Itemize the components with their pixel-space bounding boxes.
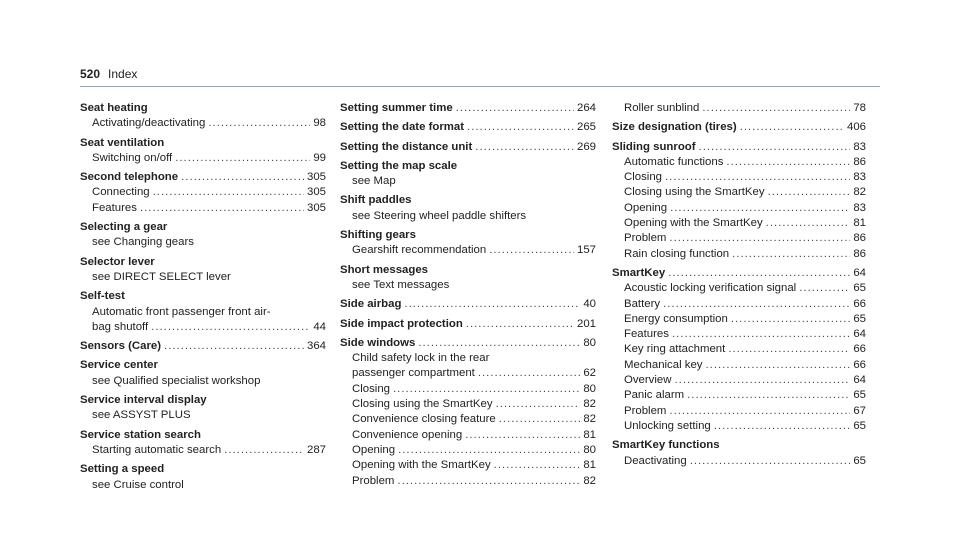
index-subentry bbox=[612, 155, 866, 170]
index-entry bbox=[80, 339, 326, 354]
subentry-text: Roller sunblind bbox=[624, 102, 700, 114]
index-entry-title-row bbox=[340, 193, 596, 208]
page-ref: 406 bbox=[846, 121, 866, 134]
page-ref: 157 bbox=[576, 244, 596, 257]
page-ref: 83 bbox=[853, 201, 866, 214]
page-ref: 83 bbox=[853, 171, 866, 184]
dot-leader bbox=[687, 388, 850, 403]
index-entry bbox=[80, 358, 326, 389]
page-ref: 65 bbox=[853, 282, 866, 295]
index-subentry bbox=[80, 320, 326, 335]
subentry-text: Problem bbox=[624, 232, 667, 245]
page-ref: 65 bbox=[853, 454, 866, 467]
dot-leader bbox=[665, 170, 850, 185]
dot-leader bbox=[690, 454, 851, 469]
dot-leader bbox=[669, 404, 850, 419]
index-entry bbox=[340, 101, 596, 116]
index-entry-title-row bbox=[340, 297, 596, 312]
index-subentry bbox=[612, 454, 866, 469]
page-ref: 80 bbox=[583, 336, 596, 349]
subentry-text: Features bbox=[624, 328, 669, 341]
page-ref: 44 bbox=[313, 320, 326, 333]
dot-leader bbox=[663, 297, 850, 312]
index-entry-title-row bbox=[340, 120, 596, 135]
index-column-3 bbox=[612, 101, 866, 473]
dot-leader bbox=[766, 216, 851, 231]
page-ref: 64 bbox=[853, 374, 866, 387]
index-entry-title-row bbox=[80, 358, 326, 373]
dot-leader bbox=[175, 151, 310, 166]
index-subentry bbox=[612, 312, 866, 327]
dot-leader bbox=[732, 247, 850, 262]
entry-title: Setting the date format bbox=[340, 121, 465, 134]
index-entry-title-row bbox=[340, 336, 596, 351]
page-ref: 64 bbox=[853, 266, 866, 279]
index-entry bbox=[612, 101, 866, 116]
entry-title: Sliding sunroof bbox=[612, 140, 696, 153]
subentry-text: Automatic front passenger front air- bbox=[92, 305, 271, 318]
entry-title: Service station search bbox=[80, 428, 201, 441]
page-ref: 66 bbox=[853, 358, 866, 371]
subentry-text: Mechanical key bbox=[624, 358, 703, 371]
index-subentry bbox=[612, 185, 866, 200]
index-subentry bbox=[612, 231, 866, 246]
index-subentry bbox=[340, 382, 596, 397]
index-subentry bbox=[612, 101, 866, 116]
subentry-text: Closing using the SmartKey bbox=[352, 398, 493, 411]
subentry-text: Closing using the SmartKey bbox=[624, 186, 765, 199]
entry-title: Seat ventilation bbox=[80, 136, 165, 149]
dot-leader bbox=[140, 201, 304, 216]
index-entry-title-row bbox=[80, 170, 326, 185]
index-entry bbox=[612, 438, 866, 469]
dot-leader bbox=[726, 155, 850, 170]
index-subentry bbox=[340, 443, 596, 458]
page-ref: 82 bbox=[583, 398, 596, 411]
index-subentry bbox=[80, 201, 326, 216]
subentry-text: Key ring attachment bbox=[624, 343, 726, 356]
page-ref: 287 bbox=[306, 443, 326, 456]
entry-title: Setting the map scale bbox=[340, 159, 458, 172]
dot-leader bbox=[467, 120, 574, 135]
index-entry-title-row bbox=[612, 438, 866, 453]
index-subentry bbox=[340, 174, 596, 189]
index-subentry bbox=[612, 201, 866, 216]
page-ref: 67 bbox=[853, 404, 866, 417]
index-subentry bbox=[612, 170, 866, 185]
index-subentry bbox=[612, 281, 866, 296]
index-subentry bbox=[612, 419, 866, 434]
subentry-text: see Changing gears bbox=[92, 236, 194, 249]
page-ref: 99 bbox=[313, 151, 326, 164]
index-entry-title-row bbox=[80, 136, 326, 151]
subentry-text: Switching on/off bbox=[92, 151, 173, 164]
index-entry bbox=[340, 140, 596, 155]
page-ref: 62 bbox=[583, 367, 596, 380]
subentry-text: see Map bbox=[352, 175, 396, 188]
subentry-text: bag shutoff bbox=[92, 320, 149, 333]
entry-title: Self-test bbox=[80, 290, 125, 303]
index-subentry bbox=[612, 297, 866, 312]
page-ref: 201 bbox=[576, 317, 596, 330]
index-subentry bbox=[612, 404, 866, 419]
page-ref: 265 bbox=[576, 121, 596, 134]
index-entry-title-row bbox=[340, 140, 596, 155]
dot-leader bbox=[499, 412, 581, 427]
page-ref: 264 bbox=[576, 102, 596, 114]
subentry-text: see Cruise control bbox=[92, 478, 184, 491]
page-ref: 65 bbox=[853, 389, 866, 402]
dot-leader bbox=[702, 101, 850, 116]
subentry-text: Automatic functions bbox=[624, 155, 724, 168]
index-entry bbox=[340, 297, 596, 312]
index-entry-title-row bbox=[340, 101, 596, 116]
dot-leader bbox=[164, 339, 304, 354]
section-title: Index bbox=[108, 67, 138, 81]
subentry-text: Convenience closing feature bbox=[352, 413, 496, 426]
index-subentry bbox=[340, 412, 596, 427]
dot-leader bbox=[208, 116, 310, 131]
index-subentry bbox=[340, 458, 596, 473]
dot-leader bbox=[699, 140, 851, 155]
subentry-text: Closing bbox=[624, 171, 662, 184]
subentry-text: Gearshift recommendation bbox=[352, 244, 487, 257]
subentry-text: see Text messages bbox=[352, 278, 450, 291]
index-entry-title-row bbox=[80, 220, 326, 235]
index-subentry bbox=[80, 235, 326, 250]
dot-leader bbox=[714, 419, 851, 434]
index-subentry bbox=[340, 366, 596, 381]
subentry-text: Problem bbox=[624, 404, 667, 417]
index-entry bbox=[80, 101, 326, 132]
index-entry bbox=[340, 336, 596, 489]
entry-title: Selecting a gear bbox=[80, 221, 168, 234]
subentry-text: Closing bbox=[352, 382, 390, 395]
dot-leader bbox=[418, 336, 580, 351]
page-header bbox=[80, 66, 137, 82]
subentry-text: Problem bbox=[352, 474, 395, 487]
index-subentry bbox=[80, 443, 326, 458]
page-number: 520 bbox=[80, 67, 101, 81]
index-subentry bbox=[340, 243, 596, 258]
dot-leader bbox=[404, 297, 580, 312]
dot-leader bbox=[672, 327, 850, 342]
index-entry bbox=[340, 120, 596, 135]
index-entry-title-row bbox=[80, 255, 326, 270]
subentry-text: Opening with the SmartKey bbox=[624, 217, 763, 230]
dot-leader bbox=[768, 185, 851, 200]
index-subentry bbox=[80, 478, 326, 493]
index-subentry bbox=[612, 388, 866, 403]
page-ref: 305 bbox=[306, 171, 326, 184]
subentry-text: see DIRECT SELECT lever bbox=[92, 270, 231, 283]
index-subentry bbox=[80, 151, 326, 166]
dot-leader bbox=[478, 366, 581, 381]
subentry-text: Unlocking setting bbox=[624, 419, 711, 432]
entry-title: Service interval display bbox=[80, 394, 207, 407]
entry-title: SmartKey functions bbox=[612, 439, 720, 452]
page-ref: 86 bbox=[853, 232, 866, 245]
index-entry-title-row bbox=[80, 393, 326, 408]
index-entry bbox=[80, 393, 326, 424]
page-ref: 82 bbox=[583, 413, 596, 426]
index-subentry bbox=[80, 270, 326, 285]
page-ref: 78 bbox=[853, 102, 866, 114]
page-ref: 269 bbox=[576, 140, 596, 153]
index-entry-title-row bbox=[80, 428, 326, 443]
index-subentry bbox=[340, 474, 596, 489]
index-entry bbox=[612, 266, 866, 434]
index-entry-title-row bbox=[80, 289, 326, 304]
subentry-text: see ASSYST PLUS bbox=[92, 409, 191, 422]
index-subentry bbox=[80, 408, 326, 423]
entry-title: Size designation (tires) bbox=[612, 121, 737, 134]
page-ref: 65 bbox=[853, 312, 866, 325]
index-entry-title-row bbox=[340, 159, 596, 174]
subentry-text: Starting automatic search bbox=[92, 443, 222, 456]
index-subentry bbox=[340, 278, 596, 293]
index-entry bbox=[340, 193, 596, 224]
subentry-text: see Steering wheel paddle shifters bbox=[352, 209, 527, 222]
index-entry bbox=[80, 255, 326, 286]
dot-leader bbox=[670, 201, 850, 216]
index-subentry bbox=[340, 209, 596, 224]
subentry-text: Panic alarm bbox=[624, 389, 685, 402]
entry-title: Setting a speed bbox=[80, 463, 165, 476]
page-ref: 80 bbox=[583, 382, 596, 395]
index-entry bbox=[340, 317, 596, 332]
index-subentry bbox=[612, 327, 866, 342]
entry-title: Setting the distance unit bbox=[340, 140, 473, 153]
entry-title: Shift paddles bbox=[340, 194, 412, 207]
dot-leader bbox=[398, 443, 580, 458]
index-entry bbox=[80, 220, 326, 251]
page-ref: 81 bbox=[583, 459, 596, 472]
page-ref: 82 bbox=[853, 186, 866, 199]
dot-leader bbox=[475, 140, 574, 155]
page-ref: 305 bbox=[306, 201, 326, 214]
index-subentry bbox=[340, 351, 596, 366]
subentry-text: Overview bbox=[624, 374, 672, 387]
entry-title: Side airbag bbox=[340, 298, 402, 311]
subentry-text: passenger compartment bbox=[352, 367, 475, 380]
subentry-text: Features bbox=[92, 201, 137, 214]
index-subentry bbox=[80, 185, 326, 200]
subentry-text: Energy consumption bbox=[624, 312, 728, 325]
index-subentry bbox=[80, 116, 326, 131]
dot-leader bbox=[489, 243, 574, 258]
dot-leader bbox=[731, 312, 850, 327]
index-entry-title-row bbox=[340, 317, 596, 332]
subentry-text: Opening with the SmartKey bbox=[352, 459, 491, 472]
page-ref: 81 bbox=[853, 217, 866, 230]
index-entry-title-row bbox=[80, 462, 326, 477]
index-entry-title-row bbox=[340, 228, 596, 243]
page-ref: 65 bbox=[853, 419, 866, 432]
dot-leader bbox=[740, 120, 844, 135]
index-subentry bbox=[80, 374, 326, 389]
page-ref: 86 bbox=[853, 247, 866, 260]
page-ref: 305 bbox=[306, 186, 326, 199]
page-ref: 81 bbox=[583, 428, 596, 441]
index-entry bbox=[80, 170, 326, 216]
page-ref: 66 bbox=[853, 297, 866, 310]
entry-title: Short messages bbox=[340, 263, 428, 276]
dot-leader bbox=[456, 101, 574, 116]
index-column-2 bbox=[340, 101, 596, 493]
entry-title: Second telephone bbox=[80, 171, 179, 184]
dot-leader bbox=[153, 185, 304, 200]
subentry-text: Connecting bbox=[92, 186, 150, 199]
entry-title: Sensors (Care) bbox=[80, 340, 162, 353]
entry-title: Setting summer time bbox=[340, 102, 453, 114]
index-entry-title-row bbox=[612, 266, 866, 281]
index-entry bbox=[80, 289, 326, 335]
dot-leader bbox=[728, 342, 850, 357]
index-entry bbox=[80, 136, 326, 167]
index-entry bbox=[80, 462, 326, 493]
subentry-text: Battery bbox=[624, 297, 661, 310]
page-ref: 86 bbox=[853, 155, 866, 168]
dot-leader bbox=[494, 458, 581, 473]
entry-title: Seat heating bbox=[80, 102, 148, 114]
page-ref: 66 bbox=[853, 343, 866, 356]
subentry-text: see Qualified specialist workshop bbox=[92, 374, 261, 387]
subentry-text: Activating/deactivating bbox=[92, 117, 206, 130]
index-entry bbox=[340, 159, 596, 190]
page-ref: 83 bbox=[853, 140, 866, 153]
header-divider bbox=[80, 86, 880, 87]
page-ref: 40 bbox=[583, 298, 596, 311]
page-ref: 98 bbox=[313, 117, 326, 130]
subentry-text: Acoustic locking verification signal bbox=[624, 282, 797, 295]
dot-leader bbox=[674, 373, 850, 388]
dot-leader bbox=[496, 397, 581, 412]
subentry-text: Convenience opening bbox=[352, 428, 463, 441]
page-ref: 82 bbox=[583, 474, 596, 487]
index-subentry bbox=[612, 216, 866, 231]
index-subentry bbox=[612, 247, 866, 262]
index-column-1 bbox=[80, 101, 326, 497]
index-entry-title-row bbox=[612, 140, 866, 155]
index-entry bbox=[612, 120, 866, 135]
index-subentry bbox=[612, 373, 866, 388]
dot-leader bbox=[668, 266, 850, 281]
index-entry bbox=[612, 140, 866, 262]
index-entry-title-row bbox=[340, 263, 596, 278]
index-subentry bbox=[612, 358, 866, 373]
index-subentry bbox=[612, 342, 866, 357]
entry-title: Side windows bbox=[340, 336, 416, 349]
subentry-text: Child safety lock in the rear bbox=[352, 352, 490, 365]
index-entry-title-row bbox=[80, 101, 326, 116]
index-subentry bbox=[80, 305, 326, 320]
index-entry bbox=[340, 228, 596, 259]
entry-title: Shifting gears bbox=[340, 229, 416, 242]
entry-title: SmartKey bbox=[612, 266, 666, 279]
index-subentry bbox=[340, 397, 596, 412]
entry-title: Selector lever bbox=[80, 255, 155, 268]
dot-leader bbox=[397, 474, 580, 489]
entry-title: Service center bbox=[80, 359, 158, 372]
dot-leader bbox=[181, 170, 304, 185]
page-ref: 80 bbox=[583, 443, 596, 456]
subentry-text: Opening bbox=[624, 201, 668, 214]
dot-leader bbox=[224, 443, 304, 458]
index-entry-title-row bbox=[80, 339, 326, 354]
dot-leader bbox=[669, 231, 850, 246]
dot-leader bbox=[466, 317, 574, 332]
entry-title: Side impact protection bbox=[340, 317, 463, 330]
index-subentry bbox=[340, 428, 596, 443]
index-entry bbox=[340, 263, 596, 294]
subentry-text: Deactivating bbox=[624, 454, 687, 467]
dot-leader bbox=[393, 382, 580, 397]
subentry-text: Rain closing function bbox=[624, 247, 730, 260]
index-entry-title-row bbox=[612, 120, 866, 135]
page-ref: 364 bbox=[306, 340, 326, 353]
dot-leader bbox=[151, 320, 310, 335]
subentry-text: Opening bbox=[352, 443, 396, 456]
dot-leader bbox=[799, 281, 850, 296]
dot-leader bbox=[465, 428, 580, 443]
page-ref: 64 bbox=[853, 328, 866, 341]
index-entry bbox=[80, 428, 326, 459]
dot-leader bbox=[706, 358, 851, 373]
